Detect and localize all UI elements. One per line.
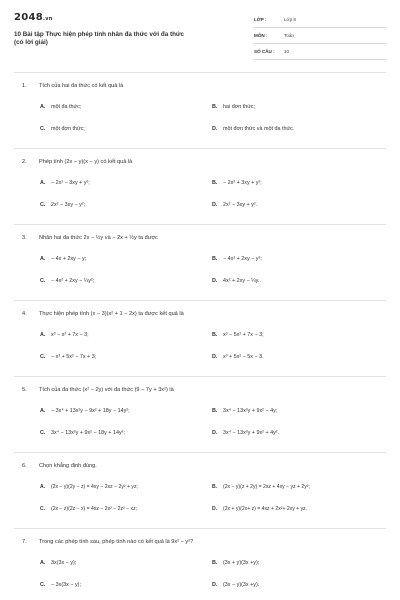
option-d[interactable] <box>212 126 294 132</box>
option-letter: C. <box>40 278 46 284</box>
question-text: Tích của đa thức (x² − 2y) với đa thức (9 − 7y + 3x²) là <box>39 387 174 393</box>
question-text: Trong các phép tính sau, phép tính nào có kết quả là 9x² − y²? <box>39 539 194 545</box>
logo-suffix: .vn <box>43 16 53 22</box>
option-text: một đơn thức; <box>51 126 85 132</box>
option-c[interactable] <box>40 430 125 436</box>
option-text: − 3x⁴ + 13x²y − 9x² + 18y − 14y²; <box>51 408 130 414</box>
question-number: 6. <box>22 463 27 469</box>
question-text: Nhân hai đa thức 2x − ½y và − 2x + ½y ta được <box>39 235 158 241</box>
option-text: hai đơn thức; <box>223 104 256 110</box>
option-letter: B. <box>212 560 218 566</box>
option-letter: D. <box>212 354 218 360</box>
option-c[interactable] <box>40 126 85 132</box>
question-5 <box>14 376 386 452</box>
option-d[interactable] <box>212 582 259 588</box>
option-letter: A. <box>40 180 46 186</box>
option-c[interactable] <box>40 506 137 512</box>
option-b[interactable] <box>212 180 262 186</box>
question-text: Tích của hai đa thức có kết quả là <box>39 83 124 89</box>
question-6 <box>14 452 386 528</box>
option-letter: D. <box>212 582 218 588</box>
question-text: Chọn khẳng định đúng. <box>39 463 97 469</box>
option-text: 2x² − 3xy + y². <box>223 202 258 208</box>
option-c[interactable] <box>40 278 94 284</box>
question-number: 1. <box>22 83 27 89</box>
document-header <box>14 12 386 64</box>
option-letter: B. <box>212 104 218 110</box>
option-letter: B. <box>212 484 218 490</box>
question-prompt <box>22 463 97 469</box>
question-prompt <box>22 159 132 165</box>
question-number: 3. <box>22 235 27 241</box>
meta-row-class <box>254 14 386 28</box>
option-text: (3x − y)(3x +y). <box>223 582 260 588</box>
question-7 <box>14 528 386 600</box>
option-a[interactable] <box>40 560 76 566</box>
option-letter: A. <box>40 104 46 110</box>
option-text: − 4x + 2xy − y; <box>51 256 87 262</box>
option-a[interactable] <box>40 408 130 414</box>
logo-text: 2048 <box>14 12 44 23</box>
option-text: một đơn thức và một đa thức. <box>223 126 295 132</box>
option-text: − 2x² + 3xy + y²; <box>223 180 262 186</box>
option-text: x³ − 5x² + 7x − 3; <box>223 332 264 338</box>
option-letter: A. <box>40 332 46 338</box>
meta-key: SỐ CÂU : <box>254 49 275 54</box>
question-number: 5. <box>22 387 27 393</box>
question-3 <box>14 224 386 300</box>
option-d[interactable] <box>212 354 264 360</box>
option-text: 4x² + 2xy − ¼y.. <box>223 278 261 284</box>
question-1 <box>14 72 386 148</box>
option-letter: C. <box>40 430 46 436</box>
option-text: 2x² − 3xy − y²; <box>51 202 86 208</box>
question-prompt <box>22 387 174 393</box>
option-letter: B. <box>212 408 218 414</box>
option-letter: C. <box>40 354 46 360</box>
option-text: (3x + y)(3x +y); <box>223 560 260 566</box>
question-number: 4. <box>22 311 27 317</box>
option-text: (2x + y)(2x+ z) = 4xz + 2x²+ 2xy + yz. <box>223 506 308 512</box>
option-d[interactable] <box>212 506 307 512</box>
question-text: Thực hiện phép tính (x − 3)(x² + 1 − 2x) ta được kết quả là <box>39 311 184 317</box>
meta-key: LỚP : <box>254 17 267 22</box>
option-b[interactable] <box>212 484 310 490</box>
option-text: − 2x² − 3xy + y²; <box>51 180 90 186</box>
option-text: một đa thức; <box>51 104 82 110</box>
option-text: 3x⁴ − 13x²y + 9x² − 4y; <box>223 408 278 414</box>
option-letter: B. <box>212 180 218 186</box>
question-4 <box>14 300 386 376</box>
option-text: − 4x² + 2xy − y²; <box>223 256 262 262</box>
option-letter: D. <box>212 126 218 132</box>
question-number: 7. <box>22 539 27 545</box>
question-number: 2. <box>22 159 27 165</box>
option-text: x³ − x² + 7x − 3; <box>51 332 89 338</box>
option-a[interactable] <box>40 332 89 338</box>
option-b[interactable] <box>212 104 255 110</box>
question-prompt <box>22 83 123 89</box>
option-d[interactable] <box>212 430 279 436</box>
option-text: (2x − y)(2y − z) = 4xy − 2xz − 2y² + yz; <box>51 484 138 490</box>
question-prompt <box>22 311 184 317</box>
option-letter: B. <box>212 256 218 262</box>
option-a[interactable] <box>40 180 90 186</box>
option-text: (2x − y)(z + 2y) = 2xz + 4xy − yz + 2y²; <box>223 484 310 490</box>
option-text: − 4x² + 2xy − ¼y²; <box>51 278 95 284</box>
option-text: (2x − z)(2z − x) = 4xz − 2x² − 2z² − xz; <box>51 506 138 512</box>
option-text: 3x⁴ − 13x²y + 9x² − 18y + 14y²; <box>51 430 125 436</box>
document-title <box>14 31 244 47</box>
document-meta <box>254 14 386 62</box>
option-letter: A. <box>40 560 46 566</box>
option-letter: D. <box>212 506 218 512</box>
document-title-line-2: (có lời giải) <box>14 39 48 46</box>
meta-value: Toán <box>284 33 294 38</box>
option-letter: A. <box>40 484 46 490</box>
option-text: 3x(3x − y); <box>51 560 77 566</box>
option-b[interactable] <box>212 256 262 262</box>
option-letter: D. <box>212 278 218 284</box>
option-c[interactable] <box>40 582 81 588</box>
question-prompt <box>22 235 158 241</box>
meta-key: MÔN : <box>254 33 268 38</box>
option-text: − x³ + 5x² − 7x + 3; <box>51 354 97 360</box>
option-b[interactable] <box>212 560 259 566</box>
question-2 <box>14 148 386 224</box>
option-text: x³ + 5x² − 5x − 3. <box>223 354 264 360</box>
option-letter: C. <box>40 202 46 208</box>
option-d[interactable] <box>212 202 257 208</box>
option-c[interactable] <box>40 354 96 360</box>
option-d[interactable] <box>212 278 261 284</box>
option-a[interactable] <box>40 256 86 262</box>
option-text: − 3x(3x − y); <box>51 582 81 588</box>
option-a[interactable] <box>40 104 81 110</box>
option-b[interactable] <box>212 408 277 414</box>
question-prompt <box>22 539 193 545</box>
question-text: Phép tính (2x − y)(x − y) có kết quả là <box>39 159 133 165</box>
site-logo[interactable] <box>14 12 53 23</box>
meta-row-subject <box>254 30 386 44</box>
option-letter: C. <box>40 582 46 588</box>
document-title-line-1: 10 Bài tập Thực hiện phép tính nhân đa thức với đa thức <box>14 31 184 38</box>
option-b[interactable] <box>212 332 264 338</box>
meta-value: Lớp 8 <box>284 17 296 22</box>
option-letter: D. <box>212 430 218 436</box>
option-letter: A. <box>40 408 46 414</box>
option-letter: C. <box>40 506 46 512</box>
option-text: 3x⁴ − 13x²y + 9x² + 4y². <box>223 430 280 436</box>
option-letter: C. <box>40 126 46 132</box>
meta-row-count <box>254 46 386 60</box>
option-letter: A. <box>40 256 46 262</box>
option-a[interactable] <box>40 484 138 490</box>
option-letter: D. <box>212 202 218 208</box>
question-list <box>14 72 386 600</box>
option-letter: B. <box>212 332 218 338</box>
option-c[interactable] <box>40 202 85 208</box>
meta-value: 10 <box>284 49 290 54</box>
